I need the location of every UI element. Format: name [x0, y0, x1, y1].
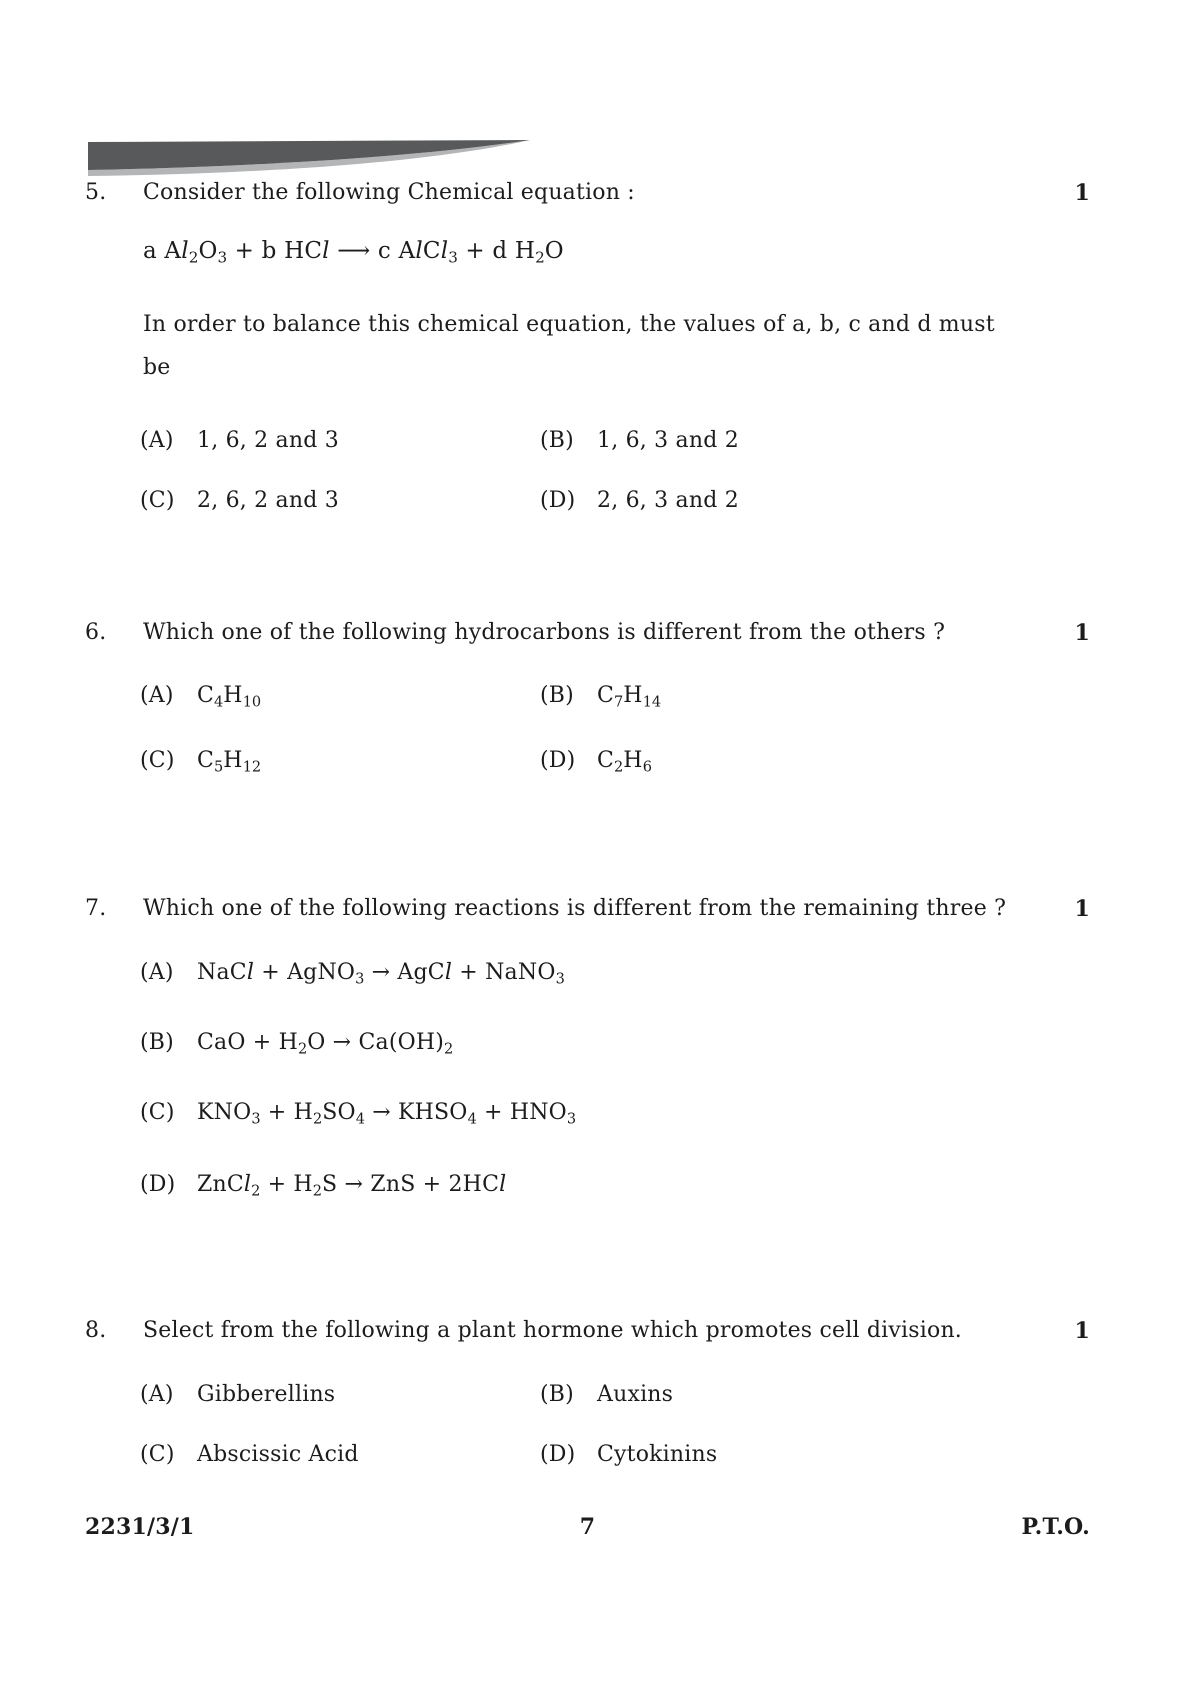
question-5-header — [85, 180, 1090, 210]
option-text: C4H10 — [197, 683, 262, 711]
option-text: KNO3 + H2SO4 → KHSO4 + HNO3 — [197, 1100, 577, 1128]
question-number: 7. — [85, 896, 107, 921]
question-marks: 1 — [1074, 620, 1090, 646]
option-text: 2, 6, 3 and 2 — [597, 488, 739, 513]
option-label: (D) — [540, 488, 576, 513]
option-text: Cytokinins — [597, 1442, 718, 1467]
option-text: C2H6 — [597, 748, 652, 776]
page-footer — [85, 1514, 1090, 1544]
option-label: (B) — [540, 428, 574, 453]
option-text: Abscissic Acid — [197, 1442, 359, 1467]
question-text: Consider the following Chemical equation : — [143, 180, 635, 205]
option-label: (C) — [140, 1442, 175, 1467]
question-marks: 1 — [1074, 1318, 1090, 1344]
q5-options-row-ab — [140, 428, 1090, 462]
q7-option-b — [140, 1030, 1090, 1064]
option-text: 2, 6, 2 and 3 — [197, 488, 339, 513]
q6-options-row-cd — [140, 748, 1090, 782]
question-number: 8. — [85, 1318, 107, 1343]
q7-option-d — [140, 1172, 1090, 1206]
q5-chemical-equation: a Al2O3 + b HCl ⟶ c AlCl3 + d H2O — [143, 238, 564, 267]
option-text: Auxins — [597, 1382, 674, 1407]
page-number: 7 — [579, 1514, 596, 1540]
option-label: (D) — [540, 748, 576, 773]
q7-option-a — [140, 960, 1090, 994]
question-marks: 1 — [1074, 896, 1090, 922]
option-label: (A) — [140, 960, 174, 985]
option-label: (B) — [140, 1030, 174, 1055]
option-label: (A) — [140, 1382, 174, 1407]
question-number: 5. — [85, 180, 107, 205]
option-text: NaCl + AgNO3 → AgCl + NaNO3 — [197, 960, 565, 988]
question-marks: 1 — [1074, 180, 1090, 206]
option-label: (A) — [140, 683, 174, 708]
question-8-header — [85, 1318, 1090, 1348]
question-number: 6. — [85, 620, 107, 645]
option-label: (B) — [540, 683, 574, 708]
q7-option-c — [140, 1100, 1090, 1134]
paper-code: 2231/3/1 — [85, 1514, 195, 1540]
q6-options-row-ab — [140, 683, 1090, 717]
question-text: Which one of the following hydrocarbons is different from the others ? — [143, 620, 946, 645]
option-text: C5H12 — [197, 748, 262, 776]
q8-options-row-cd — [140, 1442, 1090, 1476]
option-text: 1, 6, 2 and 3 — [197, 428, 339, 453]
option-text: 1, 6, 3 and 2 — [597, 428, 739, 453]
option-text: C7H14 — [597, 683, 662, 711]
question-6-header — [85, 620, 1090, 650]
option-label: (C) — [140, 488, 175, 513]
option-label: (D) — [540, 1442, 576, 1467]
q8-options-row-ab — [140, 1382, 1090, 1416]
question-text: Select from the following a plant hormone which promotes cell division. — [143, 1318, 963, 1343]
q5-body-line-1: In order to balance this chemical equation, the values of a, b, c and d must — [143, 312, 995, 337]
header-swoosh-graphic — [88, 140, 530, 176]
option-label: (A) — [140, 428, 174, 453]
question-7-header — [85, 896, 1090, 926]
pto-label: P.T.O. — [1021, 1514, 1090, 1540]
option-text: CaO + H2O → Ca(OH)2 — [197, 1030, 454, 1058]
option-label: (C) — [140, 1100, 175, 1125]
question-text: Which one of the following reactions is different from the remaining three ? — [143, 896, 1007, 921]
q5-body-line-2: be — [143, 355, 171, 380]
q5-options-row-cd — [140, 488, 1090, 522]
option-text: Gibberellins — [197, 1382, 336, 1407]
option-label: (C) — [140, 748, 175, 773]
option-label: (D) — [140, 1172, 176, 1197]
option-label: (B) — [540, 1382, 574, 1407]
option-text: ZnCl2 + H2S → ZnS + 2HCl — [197, 1172, 507, 1200]
